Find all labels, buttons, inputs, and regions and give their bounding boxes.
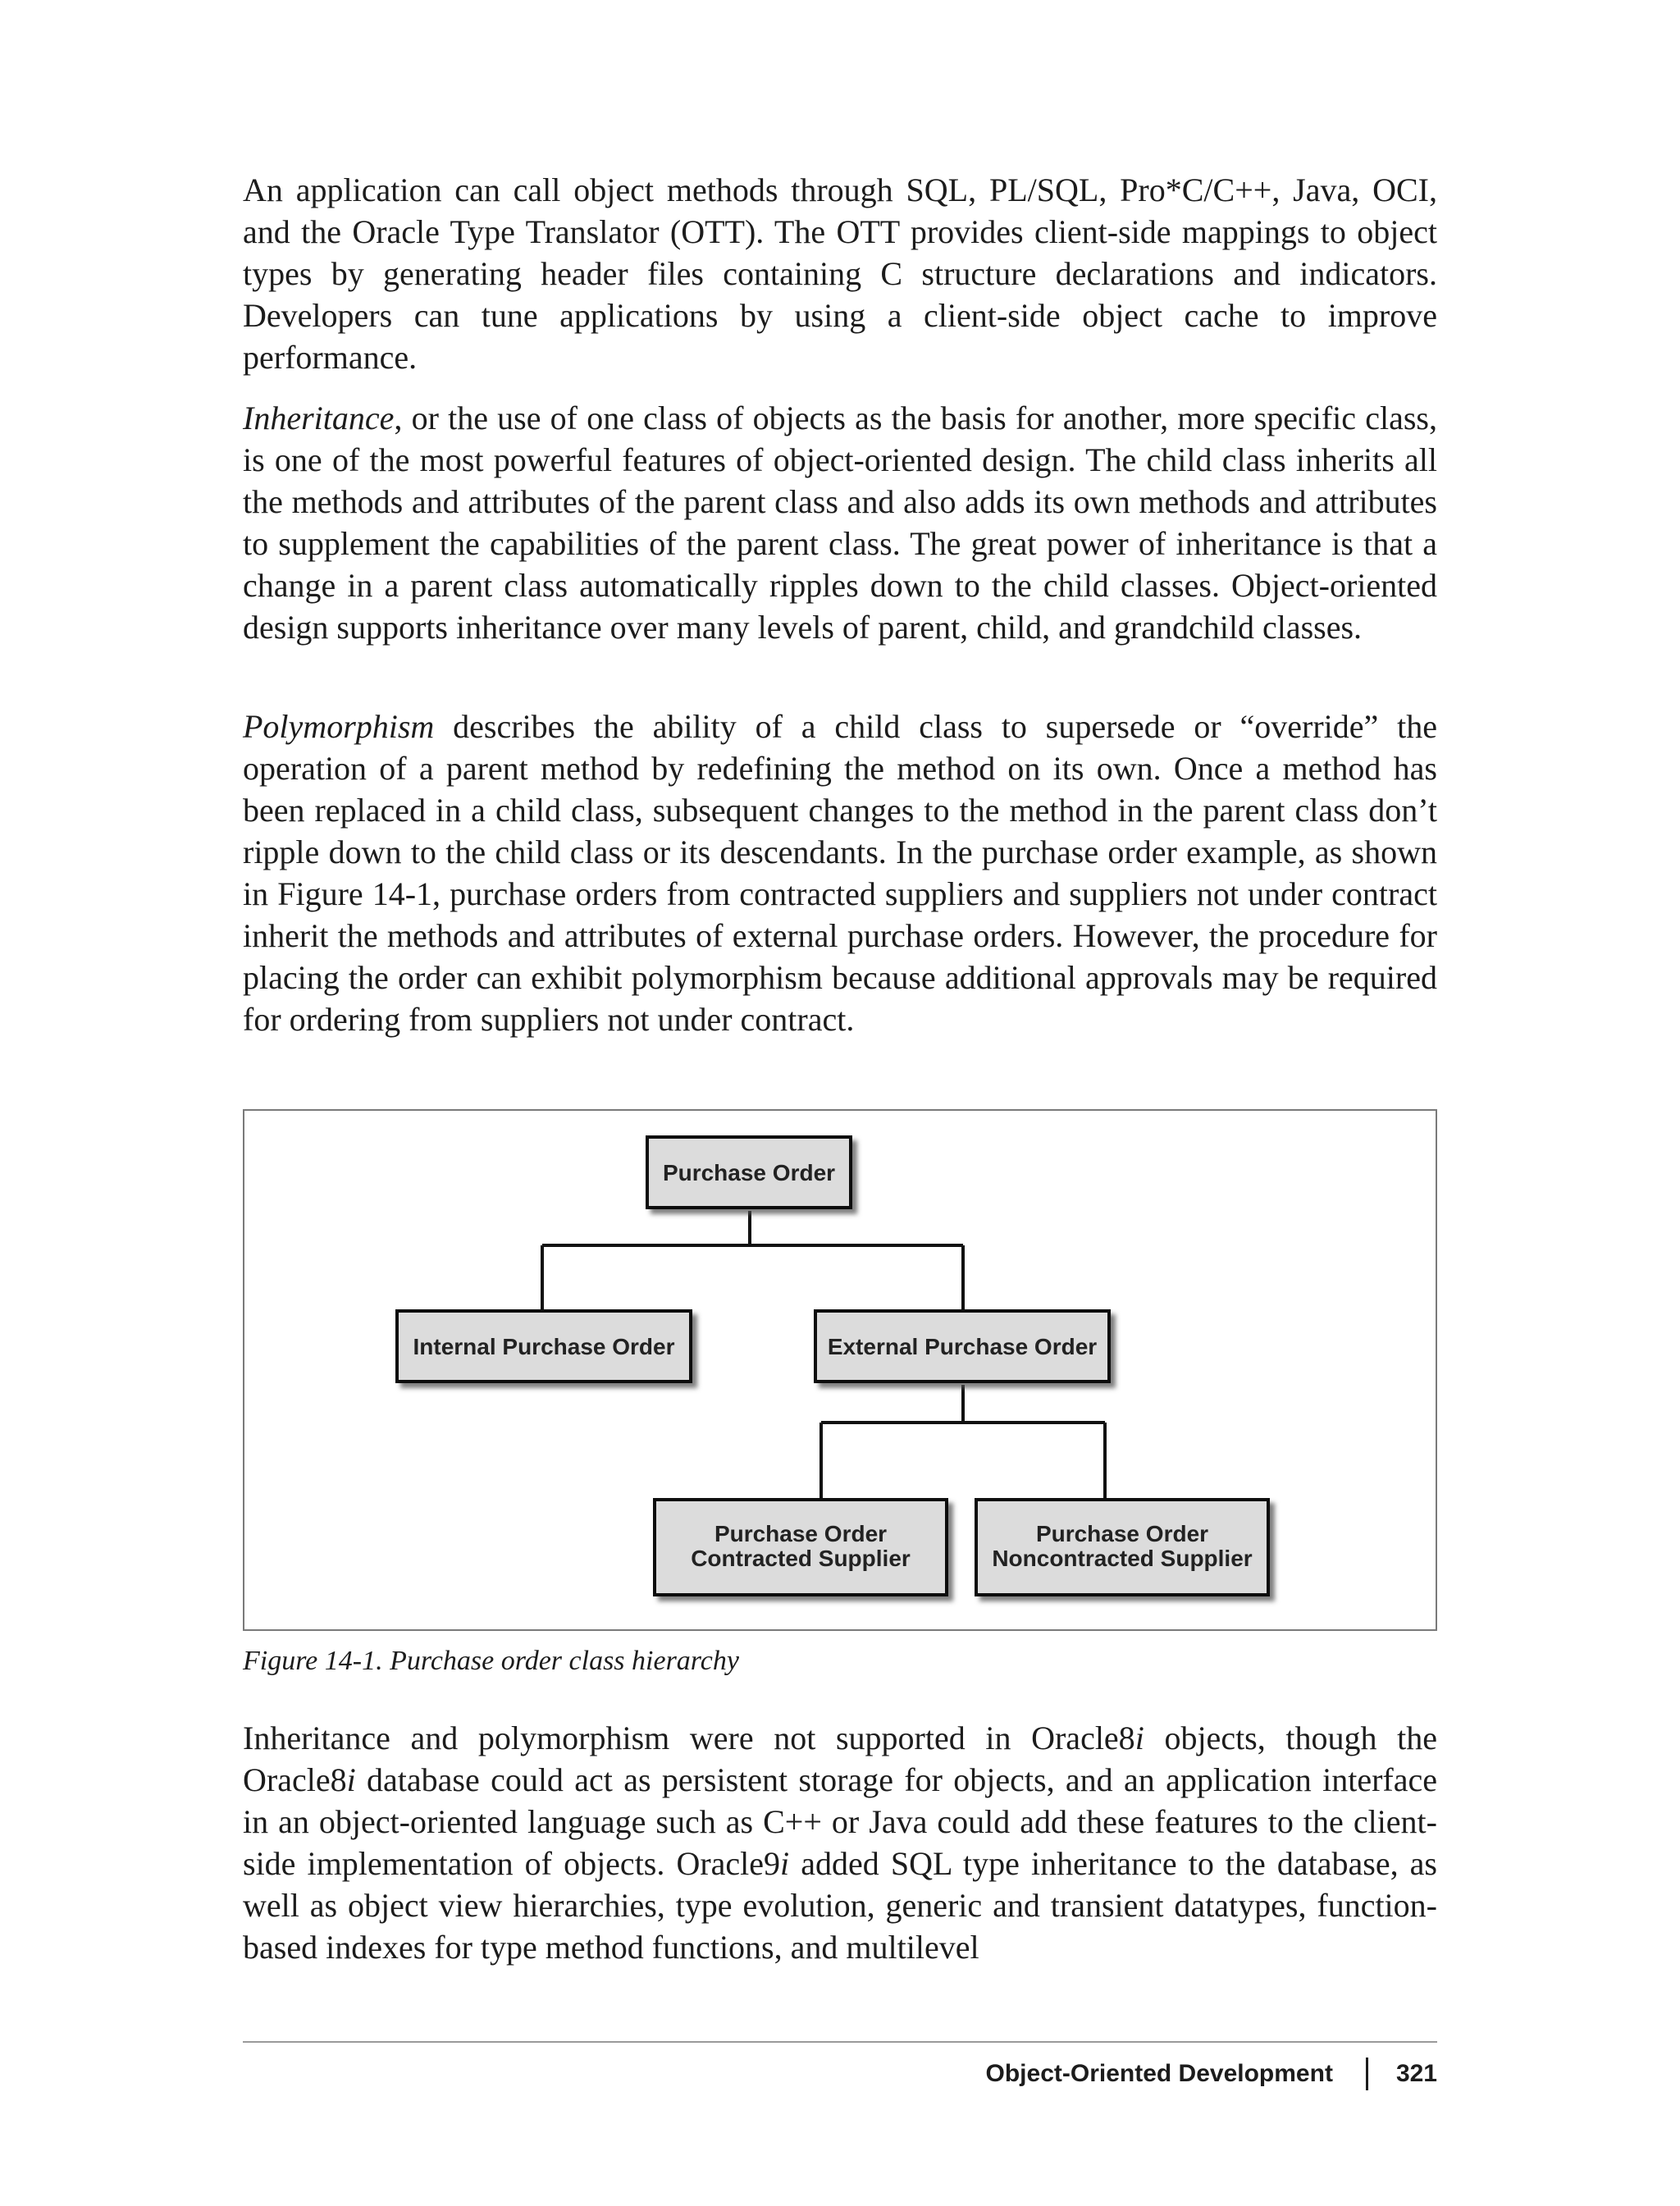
node-contracted-supplier: [655, 1500, 947, 1595]
node-label-line2: Noncontracted Supplier: [992, 1546, 1253, 1571]
term-inheritance: Inheritance: [243, 400, 395, 436]
page-number: 321: [1395, 2060, 1437, 2087]
node-noncontracted-supplier: [976, 1500, 1268, 1595]
connector-root-children: [542, 1211, 963, 1311]
paragraph-text: , or the use of one class of objects as the basis for another, more specific class, is one of the most powerful features of object-oriented design. The child class inherits all the methods and attributes of the parent class and also adds its own methods and attributes to supplement the capabilities of the parent class. The great power of inheritance is that a change in a parent class automatically ripples down to the child classes. Object-oriented design supports inheritance over many levels of parent, child, and grandchild classes.: [243, 400, 1437, 646]
node-external-purchase-order: [815, 1311, 1109, 1382]
paragraph-text: database could act as persistent storage for objects, and an application interface in an object-oriented language such as C++ or Java could add these features to the client-side implementation of objects. Oracle9: [243, 1761, 1437, 1882]
footer-separator: [1366, 2058, 1368, 2090]
paragraph-text: added SQL type inheritance to the database, as well as object view hierarchies, type evolution, generic and transient datatypes, function-based indexes for type method functions, and multilevel: [243, 1845, 1437, 1966]
running-footer-section: Object-Oriented Development: [985, 2060, 1333, 2087]
page-footer: [986, 2058, 1437, 2090]
version-suffix: i: [780, 1845, 790, 1882]
figure-class-hierarchy: [243, 1109, 1437, 1631]
paragraph-polymorphism: [243, 706, 1437, 1040]
paragraph-inheritance: [243, 397, 1437, 648]
footer-divider: [243, 2041, 1437, 2043]
paragraph-text: objects, though the Oracle8: [243, 1720, 1437, 1798]
node-internal-purchase-order: [397, 1311, 691, 1382]
node-label-line1: Purchase Order: [1035, 1521, 1209, 1546]
node-label: Purchase Order: [662, 1160, 836, 1185]
class-hierarchy-diagram: [244, 1111, 1439, 1633]
paragraph-oracle-methods: [243, 169, 1437, 378]
paragraph-body: [243, 706, 1437, 1040]
term-polymorphism: Polymorphism: [243, 708, 435, 745]
version-suffix: i: [1134, 1720, 1144, 1756]
paragraph-text: An application can call object methods through SQL, PL/SQL, Pro*C/C++, Java, OCI, and the Oracle Type Translator (OTT). The OTT provides client-side mappings to object types by generating header files containing C structure declarations and indicators. Developers can tune applications by using a client-side object cache to improve performance.: [243, 171, 1437, 376]
node-label-line1: Purchase Order: [714, 1521, 888, 1546]
paragraph-body: [243, 1717, 1437, 1968]
version-suffix: i: [346, 1761, 356, 1798]
paragraph-body: [243, 397, 1437, 648]
paragraph-text: describes the ability of a child class to supersede or “override” the operation of a parent method by redefining the method on its own. Once a method has been replaced in a child class, subsequent changes to the method in the parent class don’t ripple down to the child class or its descendants. In the purchase order example, as shown in Figure 14-1, purchase orders from contracted suppliers and suppliers not under contract inherit the methods and attributes of external purchase orders. However, the procedure for placing the order can exhibit polymorphism because additional approvals may be required for ordering from suppliers not under contract.: [243, 708, 1437, 1038]
paragraph-text: Inheritance and polymorphism were not supported in Oracle8: [243, 1720, 1135, 1756]
node-label: External Purchase Order: [827, 1334, 1098, 1359]
node-purchase-order: [647, 1137, 851, 1208]
node-label-line2: Contracted Supplier: [691, 1546, 911, 1571]
node-label: Internal Purchase Order: [413, 1334, 675, 1359]
figure-caption: Figure 14-1. Purchase order class hierarchy: [243, 1646, 739, 1676]
paragraph-oracle-versions: [243, 1717, 1437, 1968]
connector-external-children: [821, 1385, 1105, 1500]
